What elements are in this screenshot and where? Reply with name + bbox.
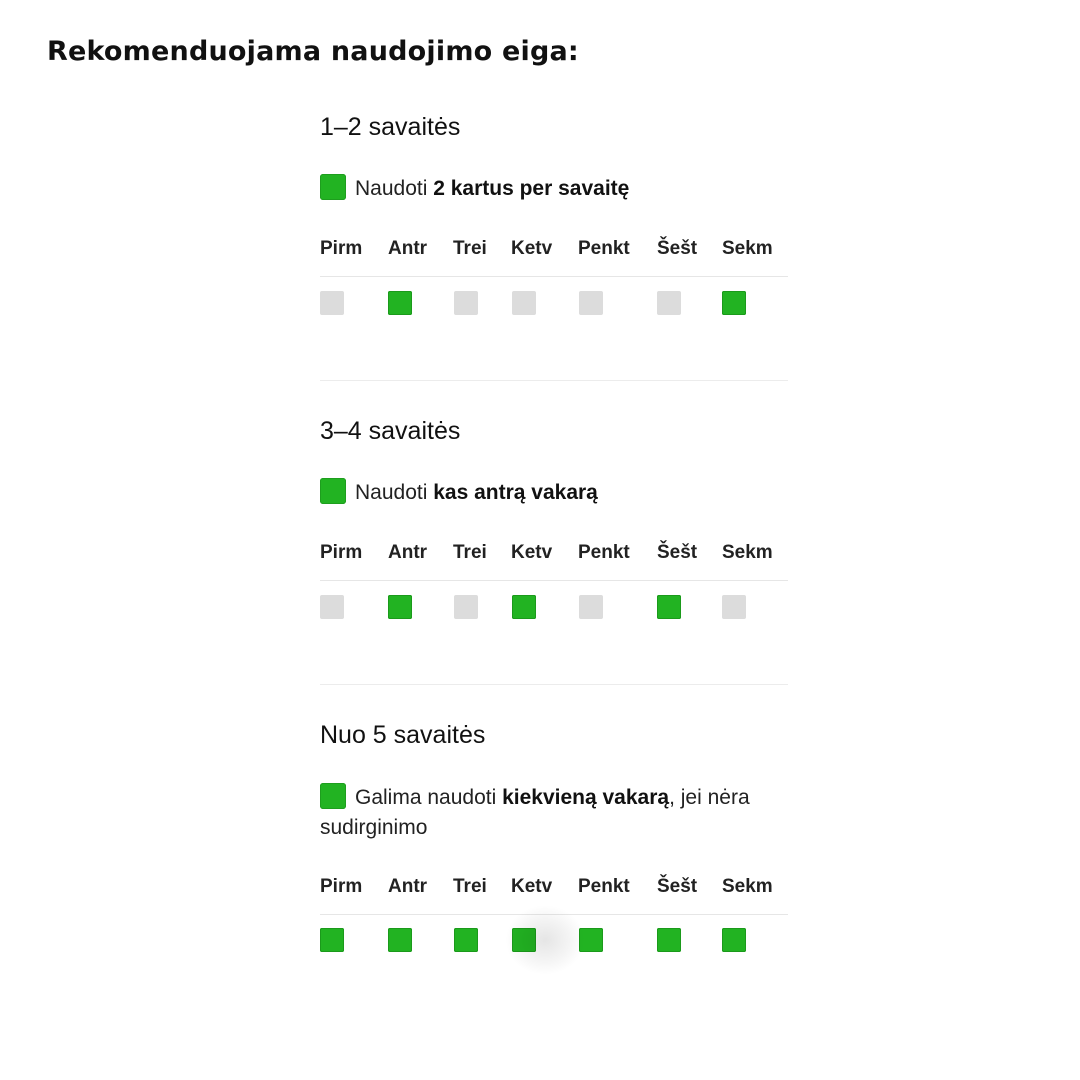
- day-mark-antr: [388, 291, 412, 315]
- day-label-sekm: Sekm: [722, 542, 773, 563]
- recommendation-suffix: , jei nėra sudirginimo: [320, 786, 750, 839]
- day-mark-pirm: [320, 595, 344, 619]
- day-mark-antr: [388, 595, 412, 619]
- recommendation-text: Naudoti: [355, 177, 434, 200]
- day-label-trei: Trei: [453, 238, 487, 259]
- header-divider: [320, 914, 788, 915]
- day-marks-row: [320, 291, 788, 321]
- day-header-row: [320, 876, 788, 906]
- day-label-sest: Šešt: [657, 876, 698, 897]
- recommendation-text: Naudoti: [355, 481, 434, 504]
- day-mark-antr: [388, 928, 412, 952]
- day-label-sekm: Sekm: [722, 238, 773, 259]
- day-mark-sest: [657, 928, 681, 952]
- section-divider: [320, 684, 788, 685]
- day-header-row: [320, 542, 788, 572]
- day-mark-pirm: [320, 928, 344, 952]
- recommendation-emphasis: 2 kartus per savaitę: [433, 177, 630, 200]
- day-label-trei: Trei: [453, 542, 487, 563]
- day-marks-row: [320, 595, 788, 625]
- day-label-ketv: Ketv: [511, 876, 553, 897]
- day-header-row: [320, 238, 788, 268]
- day-label-antr: Antr: [388, 238, 428, 259]
- day-mark-penkt: [579, 291, 603, 315]
- day-mark-sekm: [722, 595, 746, 619]
- day-label-ketv: Ketv: [511, 238, 553, 259]
- day-label-pirm: Pirm: [320, 876, 363, 897]
- day-mark-sest: [657, 595, 681, 619]
- day-label-penkt: Penkt: [578, 238, 630, 259]
- day-label-trei: Trei: [453, 876, 487, 897]
- header-divider: [320, 580, 788, 581]
- green-square-icon: [320, 478, 346, 504]
- day-mark-trei: [454, 928, 478, 952]
- green-square-icon: [320, 783, 346, 809]
- day-mark-sest: [657, 291, 681, 315]
- day-mark-penkt: [579, 928, 603, 952]
- day-label-pirm: Pirm: [320, 542, 363, 563]
- section-title: Nuo 5 savaitės: [320, 721, 486, 749]
- recommendation-text: Galima naudoti: [355, 786, 503, 809]
- recommendation-emphasis: kas antrą vakarą: [433, 481, 598, 504]
- day-mark-ketv: [512, 928, 536, 952]
- recommendation: [320, 478, 788, 508]
- section-title: 3–4 savaitės: [320, 417, 461, 445]
- section-divider: [320, 380, 788, 381]
- header-divider: [320, 276, 788, 277]
- recommendation-emphasis: kiekvieną vakarą: [502, 786, 670, 809]
- day-mark-ketv: [512, 291, 536, 315]
- page-title: Rekomenduojama naudojimo eiga:: [47, 36, 579, 67]
- day-mark-penkt: [579, 595, 603, 619]
- section-title: 1–2 savaitės: [320, 113, 461, 141]
- day-mark-sekm: [722, 291, 746, 315]
- day-mark-ketv: [512, 595, 536, 619]
- day-label-pirm: Pirm: [320, 238, 363, 259]
- day-mark-sekm: [722, 928, 746, 952]
- day-label-sest: Šešt: [657, 542, 698, 563]
- green-square-icon: [320, 174, 346, 200]
- day-mark-trei: [454, 595, 478, 619]
- day-label-antr: Antr: [388, 542, 428, 563]
- day-mark-pirm: [320, 291, 344, 315]
- day-label-antr: Antr: [388, 876, 428, 897]
- day-label-penkt: Penkt: [578, 876, 630, 897]
- recommendation: [320, 783, 788, 843]
- recommendation: [320, 174, 788, 204]
- day-label-sest: Šešt: [657, 238, 698, 259]
- day-mark-trei: [454, 291, 478, 315]
- day-label-sekm: Sekm: [722, 876, 773, 897]
- day-marks-row: [320, 928, 788, 958]
- day-label-penkt: Penkt: [578, 542, 630, 563]
- day-label-ketv: Ketv: [511, 542, 553, 563]
